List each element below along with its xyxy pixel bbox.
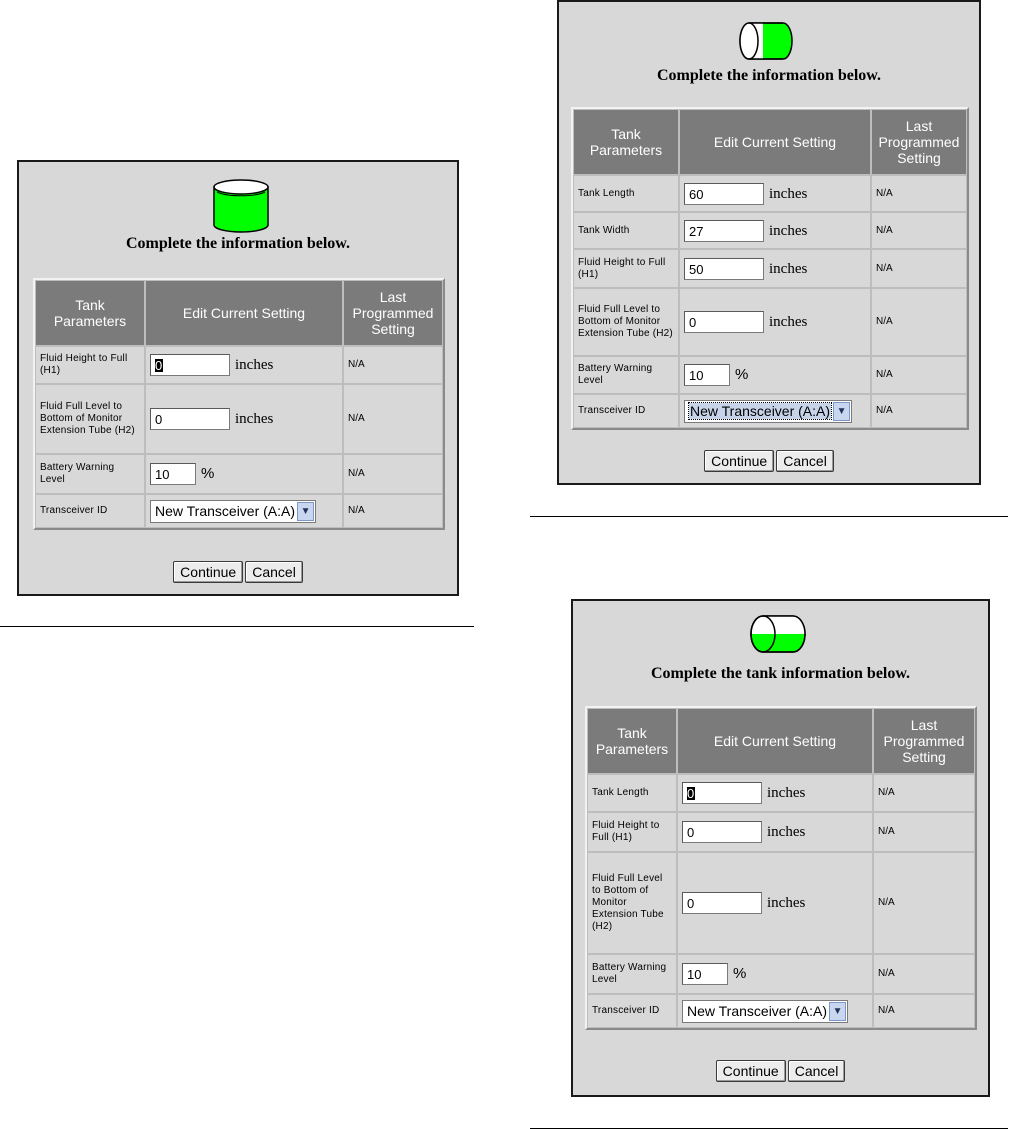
header-edit-current-setting: Edit Current Setting bbox=[145, 280, 343, 346]
header-edit-current-setting: Edit Current Setting bbox=[679, 109, 871, 175]
chevron-down-icon[interactable]: ▼ bbox=[833, 402, 850, 421]
edit-cell bbox=[677, 954, 873, 994]
button-row bbox=[573, 1060, 988, 1082]
row-label: Transceiver ID bbox=[573, 394, 679, 428]
battery-warning-input[interactable]: 10 bbox=[150, 463, 196, 485]
header-tank-parameters: Tank Parameters bbox=[573, 109, 679, 175]
header-last-programmed-setting: Last Programmed Setting bbox=[343, 280, 443, 346]
edit-cell bbox=[679, 394, 871, 428]
edit-cell bbox=[677, 852, 873, 954]
table-row bbox=[573, 356, 967, 394]
table-row bbox=[573, 212, 967, 249]
unit-label: inches bbox=[767, 895, 806, 911]
edit-cell bbox=[677, 812, 873, 852]
edit-cell bbox=[145, 346, 343, 384]
fluid-height-input[interactable]: 50 bbox=[684, 258, 764, 280]
last-programmed-value: N/A bbox=[871, 288, 967, 356]
last-programmed-value: N/A bbox=[343, 494, 443, 528]
unit-label: inches bbox=[769, 314, 808, 330]
last-programmed-value: N/A bbox=[871, 212, 967, 249]
row-label: Battery Warning Level bbox=[587, 954, 677, 994]
edit-cell bbox=[679, 356, 871, 394]
table-header-row bbox=[573, 109, 967, 175]
edit-cell bbox=[145, 494, 343, 528]
table-header-row bbox=[35, 280, 443, 346]
edit-cell bbox=[679, 288, 871, 356]
row-label: Fluid Height to Full (H1) bbox=[573, 249, 679, 288]
last-programmed-value: N/A bbox=[343, 384, 443, 454]
transceiver-id-select[interactable]: New Transceiver (A:A) ▼ bbox=[684, 400, 852, 423]
unit-label: inches bbox=[769, 222, 808, 239]
unit-label: inches bbox=[767, 785, 806, 801]
vertical-tank-icon bbox=[211, 177, 271, 235]
row-label: Battery Warning Level bbox=[573, 356, 679, 394]
button-row bbox=[19, 561, 457, 583]
table-row bbox=[587, 852, 975, 954]
last-programmed-value: N/A bbox=[873, 994, 975, 1028]
tank-setup-panel-horizontal bbox=[557, 0, 981, 485]
table-row bbox=[35, 494, 443, 528]
fluid-height-input[interactable]: 0 bbox=[682, 821, 762, 843]
panel-title: Complete the information below. bbox=[657, 67, 881, 84]
row-label: Transceiver ID bbox=[587, 994, 677, 1028]
tank-parameters-table bbox=[585, 706, 977, 1030]
last-programmed-value: N/A bbox=[343, 454, 443, 494]
button-row bbox=[559, 450, 979, 472]
last-programmed-value: N/A bbox=[873, 812, 975, 852]
unit-label: inches bbox=[769, 260, 808, 277]
edit-cell bbox=[145, 454, 343, 494]
unit-label: % bbox=[201, 465, 215, 482]
table-row bbox=[573, 249, 967, 288]
edit-cell bbox=[677, 774, 873, 812]
last-programmed-value: N/A bbox=[343, 346, 443, 384]
unit-label: inches bbox=[235, 357, 274, 373]
chevron-down-icon[interactable]: ▼ bbox=[829, 1002, 846, 1021]
continue-button[interactable]: Continue bbox=[173, 561, 243, 583]
divider bbox=[0, 626, 474, 627]
header-last-programmed-setting: Last Programmed Setting bbox=[873, 708, 975, 774]
table-row bbox=[573, 175, 967, 212]
row-label: Tank Length bbox=[573, 175, 679, 212]
divider bbox=[530, 516, 1008, 517]
last-programmed-value: N/A bbox=[871, 394, 967, 428]
row-label: Battery Warning Level bbox=[35, 454, 145, 494]
tank-setup-panel-vertical bbox=[17, 160, 459, 596]
cancel-button[interactable]: Cancel bbox=[776, 450, 834, 472]
fluid-full-level-input[interactable]: 0 bbox=[150, 408, 230, 430]
battery-warning-input[interactable]: 10 bbox=[682, 963, 728, 985]
row-label: Fluid Full Level to Bottom of Monitor Extension Tube (H2) bbox=[587, 852, 677, 954]
table-header-row bbox=[587, 708, 975, 774]
horizontal-tank-icon bbox=[737, 20, 795, 62]
transceiver-id-select[interactable]: New Transceiver (A:A) ▼ bbox=[682, 1000, 848, 1023]
tank-parameters-table bbox=[571, 107, 969, 430]
unit-label: inches bbox=[235, 411, 274, 427]
fluid-full-level-input[interactable]: 0 bbox=[684, 311, 764, 333]
continue-button[interactable]: Continue bbox=[716, 1060, 786, 1082]
tank-setup-panel-horizontal bbox=[571, 599, 990, 1097]
edit-cell bbox=[679, 175, 871, 212]
chevron-down-icon[interactable]: ▼ bbox=[297, 502, 314, 521]
header-edit-current-setting: Edit Current Setting bbox=[677, 708, 873, 774]
table-row bbox=[587, 994, 975, 1028]
table-row bbox=[573, 288, 967, 356]
last-programmed-value: N/A bbox=[871, 175, 967, 212]
edit-cell bbox=[677, 994, 873, 1028]
unit-label: % bbox=[733, 965, 747, 982]
unit-label: inches bbox=[769, 185, 808, 202]
row-label: Fluid Height to Full (H1) bbox=[587, 812, 677, 852]
row-label: Transceiver ID bbox=[35, 494, 145, 528]
battery-warning-input[interactable]: 10 bbox=[684, 364, 730, 386]
row-label: Tank Length bbox=[587, 774, 677, 812]
tank-length-input[interactable]: 60 bbox=[684, 183, 764, 205]
table-row bbox=[573, 394, 967, 428]
table-row bbox=[587, 954, 975, 994]
last-programmed-value: N/A bbox=[873, 954, 975, 994]
tank-length-input[interactable]: 0 bbox=[682, 782, 762, 804]
header-last-programmed-setting: Last Programmed Setting bbox=[871, 109, 967, 175]
panel-title: Complete the tank information below. bbox=[650, 665, 911, 682]
row-label: Fluid Full Level to Bottom of Monitor Extension Tube (H2) bbox=[35, 384, 145, 454]
unit-label: % bbox=[735, 366, 749, 383]
table-row bbox=[35, 346, 443, 384]
table-row bbox=[35, 384, 443, 454]
panel-title: Complete the information below. bbox=[126, 235, 350, 252]
transceiver-id-select[interactable]: New Transceiver (A:A) ▼ bbox=[150, 500, 316, 523]
table-row bbox=[587, 774, 975, 812]
tank-width-input[interactable]: 27 bbox=[684, 220, 764, 242]
last-programmed-value: N/A bbox=[873, 852, 975, 954]
edit-cell bbox=[145, 384, 343, 454]
continue-button[interactable]: Continue bbox=[704, 450, 774, 472]
cancel-button[interactable]: Cancel bbox=[245, 561, 303, 583]
last-programmed-value: N/A bbox=[871, 356, 967, 394]
row-label: Tank Width bbox=[573, 212, 679, 249]
last-programmed-value: N/A bbox=[873, 774, 975, 812]
horizontal-tank-icon bbox=[749, 613, 807, 655]
last-programmed-value: N/A bbox=[871, 249, 967, 288]
fluid-height-input[interactable]: 0 bbox=[150, 354, 230, 376]
table-row bbox=[587, 812, 975, 852]
row-label: Fluid Height to Full (H1) bbox=[35, 346, 145, 384]
edit-cell bbox=[679, 212, 871, 249]
cancel-button[interactable]: Cancel bbox=[788, 1060, 846, 1082]
tank-parameters-table bbox=[33, 278, 445, 530]
table-row bbox=[35, 454, 443, 494]
fluid-full-level-input[interactable]: 0 bbox=[682, 892, 762, 914]
unit-label: inches bbox=[767, 824, 806, 840]
header-tank-parameters: Tank Parameters bbox=[35, 280, 145, 346]
row-label: Fluid Full Level to Bottom of Monitor Extension Tube (H2) bbox=[573, 288, 679, 356]
header-tank-parameters: Tank Parameters bbox=[587, 708, 677, 774]
edit-cell bbox=[679, 249, 871, 288]
